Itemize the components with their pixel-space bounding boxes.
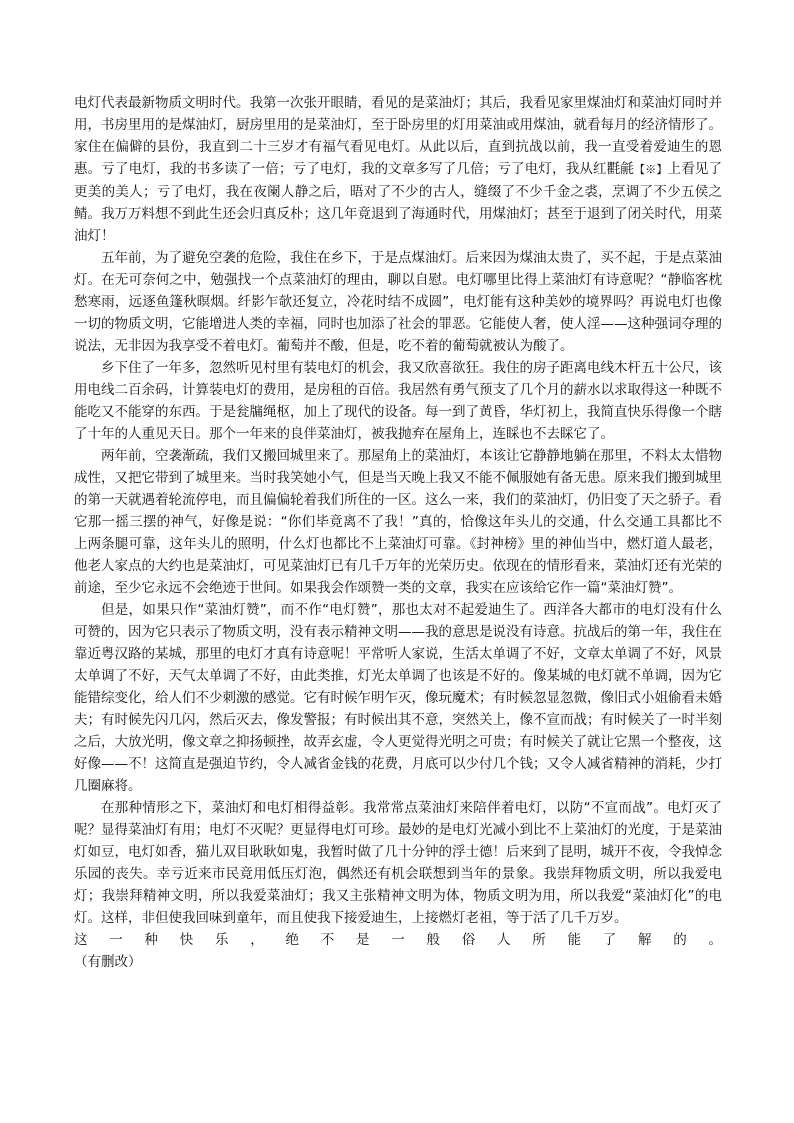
paragraph-6: 在那种情形之下，菜油灯和电灯相得益彰。我常常点菜油灯来陪伴着电灯，以防“不宣而战”。电灯灭了呢？显得菜油灯有用；电灯不灭呢？更显得电灯可珍。最妙的是电灯光减小到比不上菜油灯的光度，于是菜油灯如豆，电灯如香，猫儿双目耿耿如鬼，我暂时做了几十分钟的浮士德！后来到了昆明，城开不夜，令我悼念乐园的丧失。幸亏近来市民竟用低压灯泡，偶然还有机会联想到当年的景象。我崇拜物质文明，所以我爱电灯；我崇拜精神文明，所以我爱菜油灯；我又主张精神文明为体，物质文明为用，所以我爱“菜油灯化”的电灯。这样，非但使我回味到童年，而且使我下接爱迪生，上接燃灯老祖，等于活了几千万岁。 bbox=[74, 800, 722, 926]
paragraph-1-text-a: 电灯代表最新物质文明时代。我第一次张开眼睛，看见的是菜油灯；其后，我看见家里煤油灯和菜油灯同时并用，书房里用的是煤油灯，厨房里用的是菜油灯，至于卧房里的灯用菜油或用煤油，就看每月的经济情形了。家住在偏僻的县份，我直到二十三岁才有福气看见电灯。从此以后，直到抗战以前，我一直受着爱迪生的恩惠。亏了电灯，我的书多读了一倍；亏了电灯，我的文章多写了几倍；亏了电灯，我从红氍毹 bbox=[74, 95, 722, 177]
paragraph-2: 五年前，为了避免空袭的危险，我住在乡下，于是点煤油灯。后来因为煤油太贵了，买不起，于是点菜油灯。在无可奈何之中，勉强找一个点菜油灯的理由，聊以自慰。电灯哪里比得上菜油灯有诗意呢？“静临客枕愁寒雨，远逐鱼篷秋暝烟。纤影乍欹还复立，冷花时结不成圆”，电灯能有这种美妙的境界吗？再说电灯也像一切的物质文明，它能增进人类的幸福，同时也加添了社会的罪恶。它能使人奢，使人淫——这种强词夺理的说法，无非因为我享受不着电灯。葡萄并不酸，但是，吃不着的葡萄就被认为酸了。 bbox=[74, 250, 722, 354]
edit-note: （有删改） bbox=[74, 954, 142, 970]
article-body bbox=[74, 92, 722, 973]
footnote-marker: 【※】 bbox=[634, 163, 668, 176]
paragraph-1-text-b: 上看见了更美的美人；亏了电灯，我在夜阑人静之后，晤对了不少的古人，缝缀了不少千金之裘，烹调了不少五侯之鲭。我万万料想不到此生还会归真反朴；这几年竟退到了海通时代，用煤油灯；甚至于退到了闭关时代，用菜油灯！ bbox=[74, 161, 723, 244]
paragraph-3: 乡下住了一年多，忽然听见村里有装电灯的机会，我又欣喜欲狂。我住的房子距离电线木杆五十公尺，该用电线二百余码，计算装电灯的费用，是房租的百倍。我居然有勇气预支了几个月的薪水以求取得这一种既不能吃又不能穿的东西。于是瓮牖绳枢，加上了现代的设备。每一到了黄昏，华灯初上，我简直快乐得像一个瞎了十年的人重见天日。那个一年来的良伴菜油灯，被我抛弃在屋角上，连睬也不去睬它了。 bbox=[74, 360, 722, 442]
paragraph-4: 两年前，空袭渐疏，我们又搬回城里来了。那屋角上的菜油灯，本该让它静静地躺在那里，不料太太惜物成性，又把它带到了城里来。当时我笑她小气，但是当天晚上我又不能不佩服她有备无患。原来我们搬到城里的第一天就遇着轮流停电，而且偏偏轮着我们所住的一区。这么一来，我们的菜油灯，仍旧变了天之骄子。看它那一摇三摆的神气，好像是说：“你们毕竟离不了我！”真的，恰像这年头儿的交通，什么交通工具都比不上两条腿可靠，这年头儿的照明，什么灯也都比不上菜油灯可靠。《封神榜》里的神仙当中，燃灯道人最老，他老人家点的大约也是菜油灯，可见菜油灯已有几千万年的光荣历史。依现在的情形看来，菜油灯还有光荣的前途，至少它永远不会绝迹于世间。如果我会作颂赞一类的文章，我实在应该给它作一篇“菜油灯赞”。 bbox=[74, 448, 722, 596]
paragraph-1 bbox=[74, 92, 722, 247]
paragraph-5: 但是，如果只作“菜油灯赞”，而不作“电灯赞”，那也太对不起爱迪生了。西洋各大都市的电灯没有什么可赞的，因为它只表示了物质文明，没有表示精神文明——我的意思是说没有诗意。抗战后的第一年，我住在靠近粤汉路的某城，那里的电灯才真有诗意呢！平常听人家说，生活太单调了不好，文章太单调了不好，风景太单调了不好，天气太单调了不好，由此类推，灯光太单调了也该是不好的。像某城的电灯就不单调，因为它能错综变化，给人们不少刺激的感觉。它有时候乍明乍灭，像玩魔术；有时候忽显忽微，像旧式小姐偷看未婚夫；有时候先闪几闪，然后灭去，像发警报；有时候出其不意，突然关上，像不宣而战；有时候关了一时半刻之后，大放光明，像文章之抑扬顿挫，故弄玄虚，令人更觉得光明之可贵；有时候关了就让它黑一个整夜，这好像——不！这简直是强迫节约，令人减省金钱的花费，月底可以少付几个钱；又令人减省精神的消耗，少打几圈麻将。 bbox=[74, 602, 722, 794]
closing-line: 这 一 种 快 乐 ， 绝 不 是 一 般 俗 人 所 能 了 解 的 。 bbox=[74, 932, 722, 948]
